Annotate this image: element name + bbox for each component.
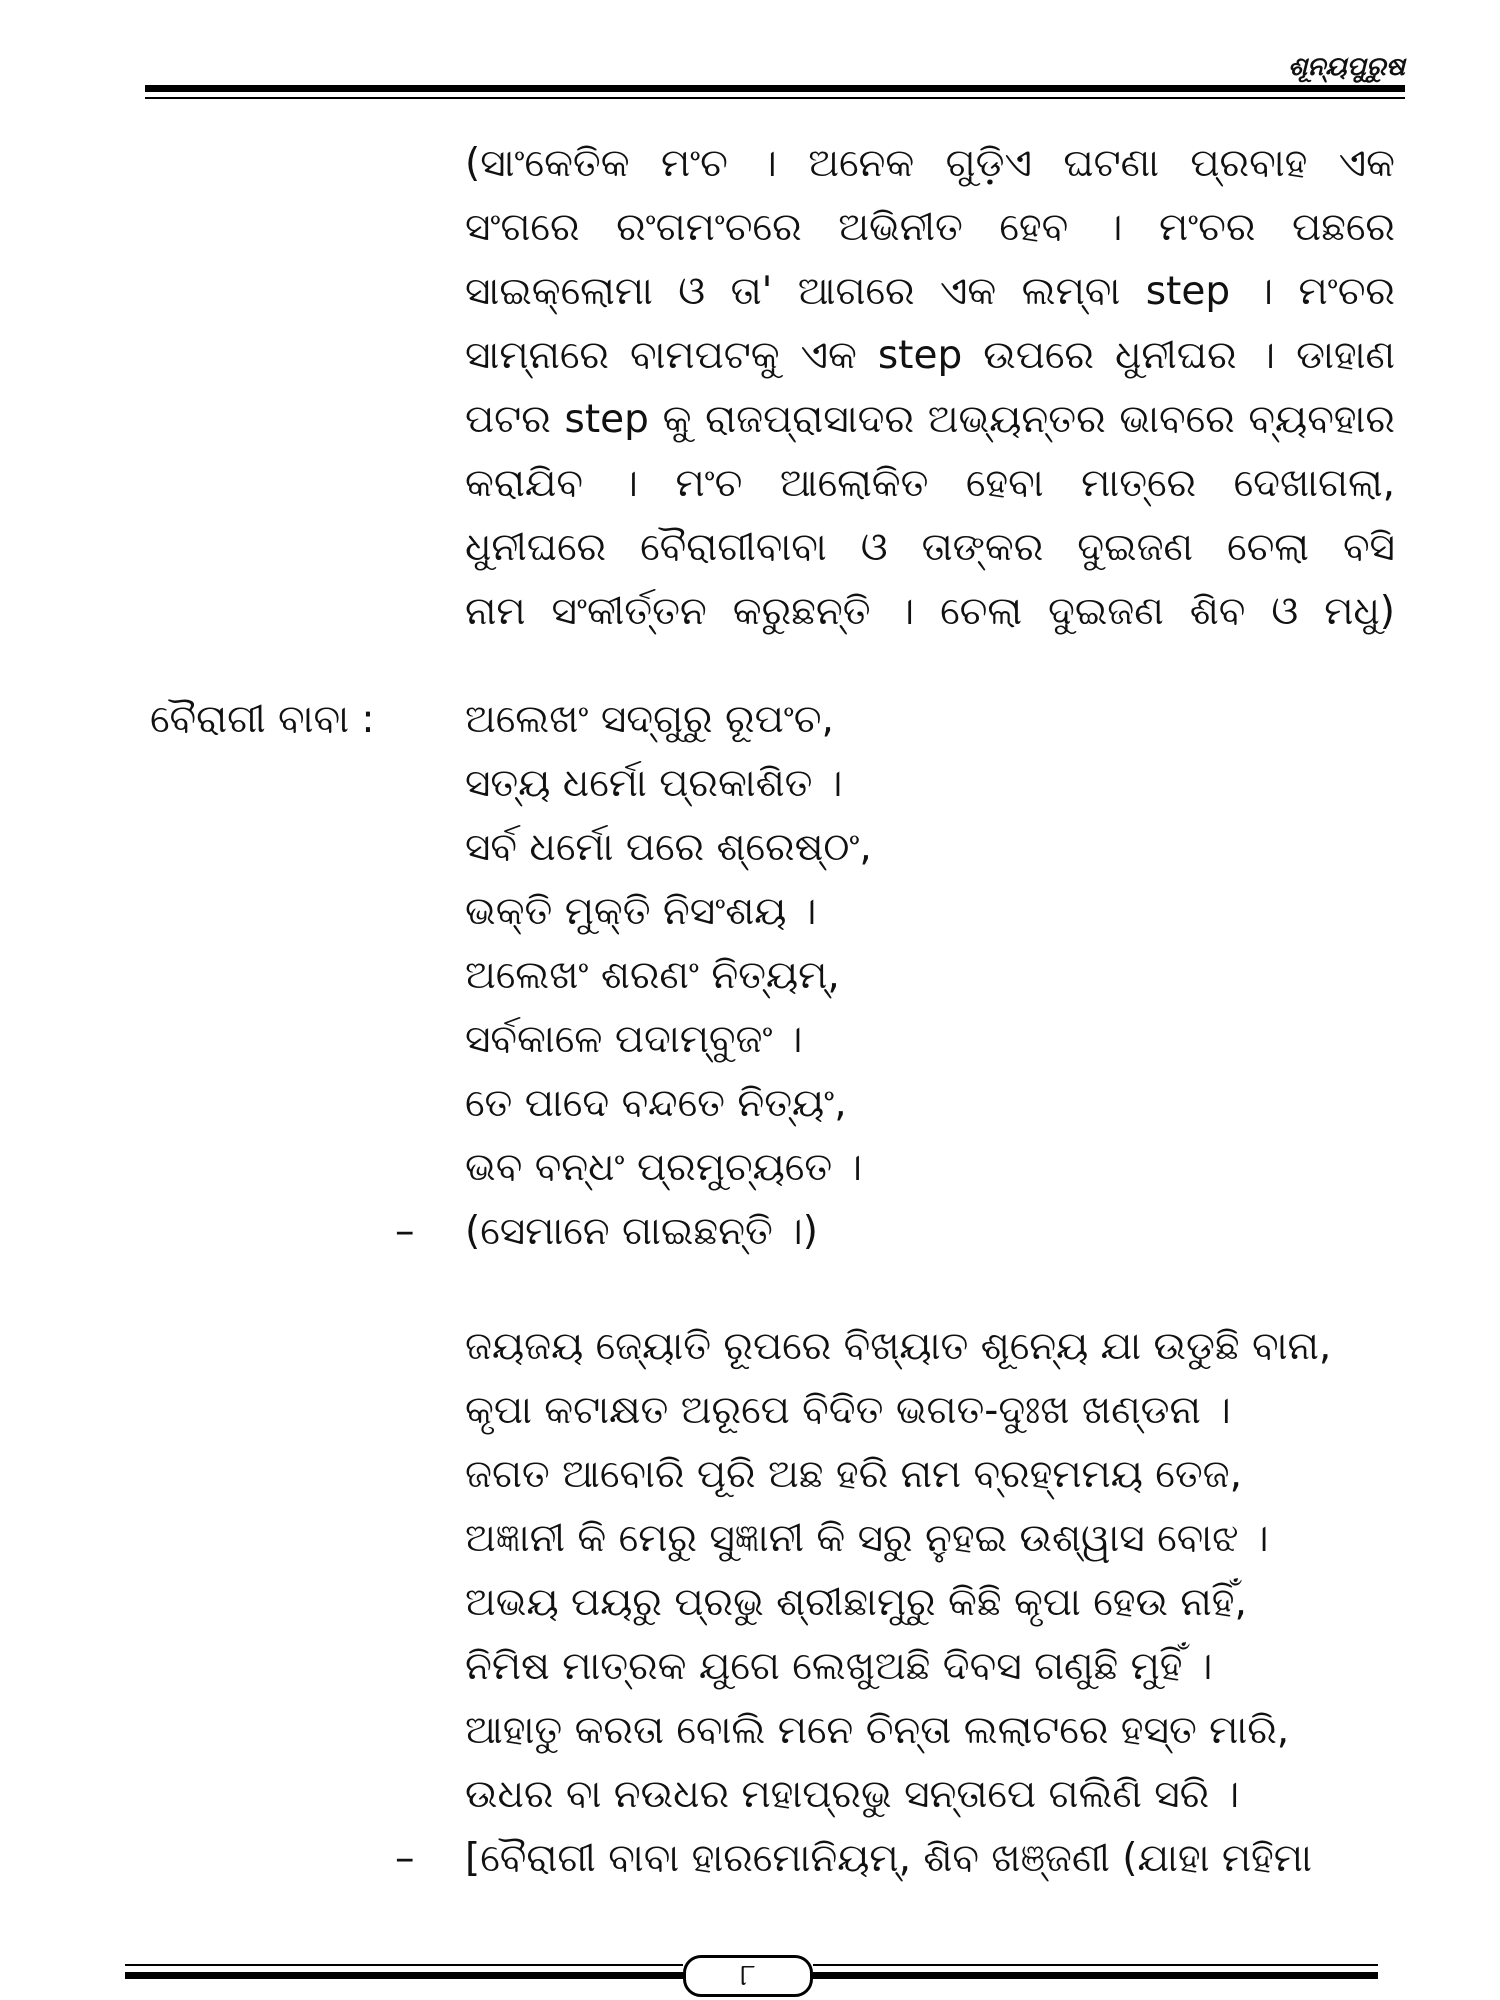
stage-direction-line: ପଟର step କୁ ରାଜପ୍ରାସାଦର ଅଭ୍ୟନ୍ତର ଭାବରେ ବ୍ୟବହାର bbox=[465, 397, 1395, 442]
dash-marker: – bbox=[395, 1209, 415, 1254]
verse-line: ଭକ୍ତି ମୁକ୍ତି ନିସଂଶୟ । bbox=[465, 889, 817, 934]
running-header-title: ଶୂନ୍ୟପୁରୁଷ bbox=[1287, 52, 1405, 82]
song-line: ନିମିଷ ମାତ୍ରକ ଯୁଗେ ଲେଖୁଅଛି ଦିବସ ଗଣୁଛି ମୁହିଁ । bbox=[465, 1644, 1213, 1689]
stage-direction-line: ଧୁନୀଘରେ ବୈରାଗୀବାବା ଓ ତାଙ୍କର ଦୁଇଜଣ ଚେଲା ବସି bbox=[465, 525, 1395, 570]
song-line: ଅଭୟ ପୟରୁ ପ୍ରଭୁ ଶ୍ରୀଛାମୁରୁ କିଛି କୃପା ହେଉ ନାହିଁ, bbox=[465, 1580, 1247, 1625]
song-line: ଜୟଜୟ ଜ୍ୟୋତି ରୂପରେ ବିଖ୍ୟାତ ଶୂନ୍ୟେ ଯା ଉଡୁଛି ବାନା, bbox=[465, 1324, 1332, 1369]
footer-rule-thin-right bbox=[813, 1964, 1378, 1966]
song-line: ଅଜ୍ଞାନୀ କି ମେରୁ ସୁଜ୍ଞାନୀ କି ସରୁ ନୁହଇ ଉଶ୍ୱାସ ବୋଝ । bbox=[465, 1516, 1269, 1561]
footer-rule-thick-left bbox=[125, 1972, 683, 1979]
footer-rule-thin-left bbox=[125, 1964, 683, 1966]
verse-line: ସତ୍ୟ ଧର୍ମୋ ପ୍ରକାଶିତ । bbox=[465, 761, 843, 806]
header-rule-thick bbox=[145, 85, 1405, 92]
header-rule-thin bbox=[145, 97, 1405, 99]
stage-direction-line: ନାମ ସଂକୀର୍ତ୍ତନ କରୁଛନ୍ତି । ଚେଲା ଦୁଇଜଣ ଶିବ ଓ ମଧୁ) bbox=[465, 589, 1395, 634]
verse-line: ଭବ ବନ୍ଧଂ ପ୍ରମୁଚ୍ୟତେ । bbox=[465, 1145, 863, 1190]
stage-direction-line: ସାମ୍ନାରେ ବାମପଟକୁ ଏକ step ଉପରେ ଧୁନୀଘର । ଡାହାଣ bbox=[465, 333, 1395, 378]
verse-line: ଅଲେଖଂ ଶରଣଂ ନିତ୍ୟମ୍, bbox=[465, 953, 840, 998]
song-line: କୃପା କଟାକ୍ଷତ ଅରୂପେ ବିଦିତ ଭଗତ-ଦୁଃଖ ଖଣ୍ଡନା । bbox=[465, 1388, 1231, 1433]
page-number: ୮ bbox=[683, 1955, 813, 1997]
song-line: ଜଗତ ଆବୋରି ପୂରି ଅଛ ହରି ନାମ ବ୍ରହ୍ମମୟ ତେଜ, bbox=[465, 1452, 1242, 1497]
stage-direction-line: ସଂଗରେ ରଂଗମଂଚରେ ଅଭିନୀତ ହେବ । ମଂଚର ପଛରେ bbox=[465, 205, 1395, 250]
verse-line: ଅଲେଖଂ ସଦ୍‌ଗୁରୁ ରୂପଂଚ, bbox=[465, 697, 834, 742]
verse-line: ତେ ପାଦେ ବନ୍ଦତେ ନିତ୍ୟଂ, bbox=[465, 1081, 847, 1126]
closing-direction: [ବୈରାଗୀ ବାବା ହାରମୋନିୟମ୍, ଶିବ ଖଞ୍ଜଣୀ (ଯାହା ମହିମା bbox=[465, 1836, 1312, 1881]
verse-line: ସର୍ବକାଳେ ପଦାମ୍ବୁଜଂ । bbox=[465, 1017, 803, 1062]
stage-direction-line: କରାଯିବ । ମଂଚ ଆଲୋକିତ ହେବା ମାତ୍ରେ ଦେଖାଗଲା, bbox=[465, 461, 1395, 506]
speaker-name: ବୈରାଗୀ ବାବା : bbox=[150, 697, 375, 742]
stage-direction-line: (ସାଂକେତିକ ମଂଚ । ଅନେକ ଗୁଡ଼ିଏ ଘଟଣା ପ୍ରବାହ ଏକ bbox=[465, 141, 1395, 186]
verse-line: ସର୍ବ ଧର୍ମୋ ପରେ ଶ୍ରେଷ୍ଠଂ, bbox=[465, 825, 872, 870]
singing-note: (ସେମାନେ ଗାଇଛନ୍ତି ।) bbox=[465, 1209, 818, 1254]
song-line: ଆହାତୁ କରତା ବୋଲି ମନେ ଚିନ୍ତା ଲଲାଟରେ ହସ୍ତ ମାରି, bbox=[465, 1708, 1290, 1753]
song-line: ଉଧର ବା ନଉଧର ମହାପ୍ରଭୁ ସନ୍ତାପେ ଗଲିଣି ସରି । bbox=[465, 1772, 1240, 1817]
footer-rule-thick-right bbox=[813, 1972, 1378, 1979]
dash-marker: – bbox=[395, 1836, 415, 1881]
stage-direction-line: ସାଇକ୍ଲୋମା ଓ ତା' ଆଗରେ ଏକ ଲମ୍ବା step । ମଂଚର bbox=[465, 269, 1395, 314]
